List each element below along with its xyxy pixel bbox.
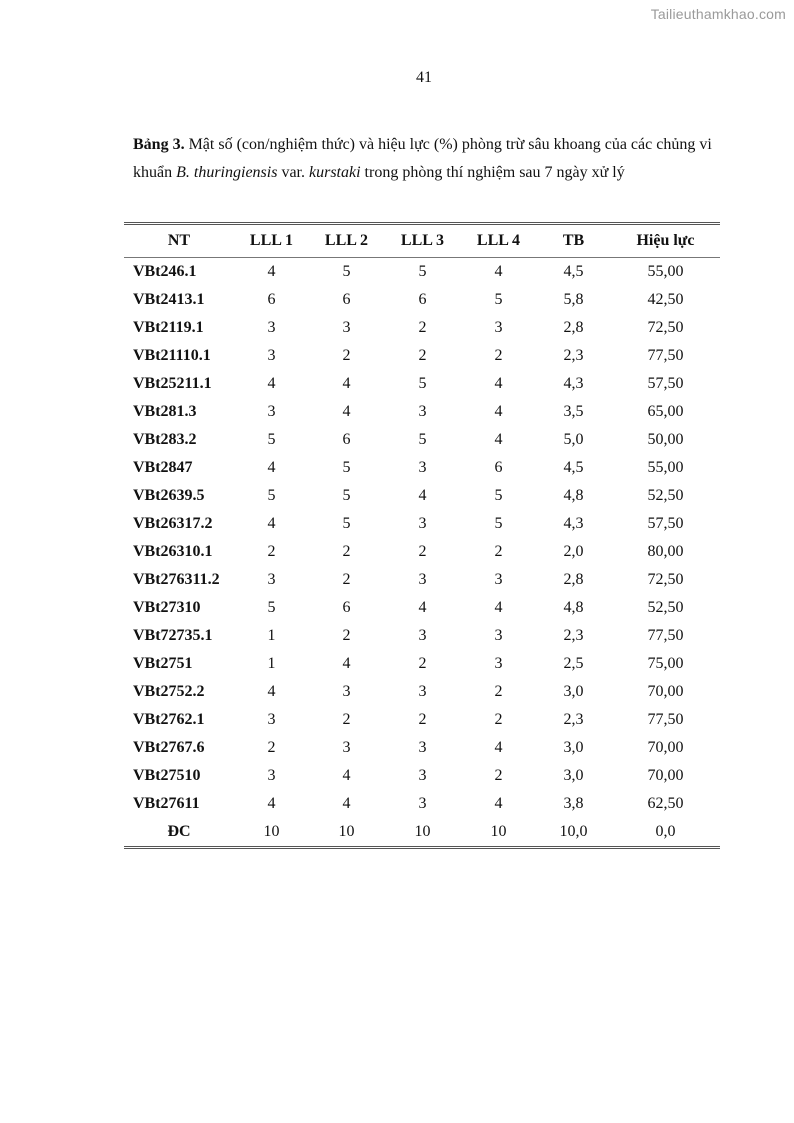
lll-2-cell: 2 [342,711,351,728]
lll-4-cell: 10 [490,823,507,840]
table-row [124,538,720,566]
table-row [124,622,720,650]
caption-label: Bảng 3. [133,136,185,153]
efficacy-cell: 77,50 [647,347,684,364]
strain-name-cell: VBt26310.1 [133,543,213,560]
lll-2-cell: 4 [342,375,351,392]
efficacy-cell: 0,0 [655,823,676,840]
lll-3-cell: 5 [418,263,427,280]
table-row [124,454,720,482]
efficacy-cell: 70,00 [647,683,684,700]
efficacy-cell: 57,50 [647,375,684,392]
efficacy-cell: 52,50 [647,487,684,504]
lll-3-cell: 3 [418,403,427,420]
lll-2-cell: 3 [342,319,351,336]
strain-name-cell: VBt2119.1 [133,319,204,336]
lll-2-cell: 2 [342,347,351,364]
table-row [124,734,720,762]
lll-2-cell: 5 [342,487,351,504]
table-row [124,706,720,734]
lll-4-cell: 2 [494,683,503,700]
lll-3-cell: 5 [418,431,427,448]
strain-name-cell: VBt281.3 [133,403,197,420]
lll-4-cell: 4 [494,431,503,448]
table-row [124,482,720,510]
efficacy-cell: 80,00 [647,543,684,560]
strain-name-cell: VBt2847 [133,459,193,476]
mean-cell: 5,0 [563,431,584,448]
lll-1-cell: 1 [267,655,276,672]
efficacy-cell: 77,50 [647,711,684,728]
lll-1-cell: 4 [267,459,276,476]
mean-cell: 4,5 [563,459,584,476]
lll-2-cell: 4 [342,403,351,420]
lll-4-cell: 6 [494,459,503,476]
lll-2-cell: 5 [342,515,351,532]
lll-2-cell: 3 [342,739,351,756]
table-header-row [124,224,720,258]
efficacy-cell: 70,00 [647,767,684,784]
mean-cell: 3,0 [563,767,584,784]
efficacy-cell: 52,50 [647,599,684,616]
table-row [124,286,720,314]
lll-2-cell: 5 [342,459,351,476]
lll-3-cell: 4 [418,487,427,504]
lll-1-cell: 3 [267,571,276,588]
mean-cell: 2,5 [563,655,584,672]
lll-3-cell: 3 [418,515,427,532]
caption-species: B. thuringiensis [176,163,278,181]
strain-name-cell: VBt26317.2 [133,515,213,532]
lll-1-cell: 3 [267,347,276,364]
mean-cell: 4,3 [563,515,584,532]
strain-name-cell: VBt21110.1 [133,347,211,364]
lll-4-cell: 3 [494,627,503,644]
table-row [124,650,720,678]
lll-1-cell: 4 [267,515,276,532]
lll-1-cell: 4 [267,263,276,280]
header-lll-3: LLL 3 [400,232,445,249]
mean-cell: 3,0 [563,739,584,756]
table-row [124,790,720,818]
lll-2-cell: 10 [338,823,355,840]
lll-1-cell: 3 [267,767,276,784]
lll-1-cell: 4 [267,683,276,700]
lll-3-cell: 3 [418,795,427,812]
efficacy-cell: 72,50 [647,319,684,336]
lll-3-cell: 2 [418,319,427,336]
table-row [124,370,720,398]
strain-name-cell: VBt27510 [133,767,201,784]
caption-text: Mật số (con/nghiệm thức) và hiệu lực (%) phòng trừ sâu khoang của các chủng vi khuẩn [133,136,712,181]
lll-2-cell: 2 [342,543,351,560]
efficacy-cell: 57,50 [647,515,684,532]
mean-cell: 4,8 [563,599,584,616]
lll-1-cell: 3 [267,711,276,728]
header-tb: TB [562,232,585,249]
table-row [124,314,720,342]
table-row [124,426,720,454]
lll-3-cell: 2 [418,711,427,728]
table-row [124,510,720,538]
header-hieu-luc: Hiệu lực [636,232,695,249]
efficacy-cell: 72,50 [647,571,684,588]
lll-3-cell: 3 [418,571,427,588]
lll-4-cell: 4 [494,739,503,756]
efficacy-cell: 50,00 [647,431,684,448]
lll-3-cell: 3 [418,683,427,700]
mean-cell: 10,0 [559,823,588,840]
mean-cell: 2,3 [563,347,584,364]
efficacy-cell: 77,50 [647,627,684,644]
lll-3-cell: 2 [418,543,427,560]
table-row [124,342,720,370]
lll-2-cell: 6 [342,599,351,616]
caption-text: var. [277,163,309,181]
lll-3-cell: 3 [418,767,427,784]
strain-name-cell: VBt72735.1 [133,627,213,644]
lll-4-cell: 4 [494,599,503,616]
lll-3-cell: 5 [418,375,427,392]
lll-1-cell: 5 [267,431,276,448]
lll-1-cell: 5 [267,487,276,504]
lll-1-cell: 1 [267,627,276,644]
table-row [124,678,720,706]
lll-4-cell: 2 [494,767,503,784]
lll-2-cell: 6 [342,431,351,448]
lll-4-cell: 4 [494,263,503,280]
strain-name-cell: VBt2762.1 [133,711,205,728]
header-lll-4: LLL 4 [476,232,521,249]
strain-name-cell: VBt25211.1 [133,375,212,392]
efficacy-cell: 55,00 [647,459,684,476]
header-lll-2: LLL 2 [324,232,369,249]
strain-name-cell: VBt27611 [133,795,200,812]
header-nt: NT [167,232,191,249]
strain-name-cell: VBt276311.2 [133,571,220,588]
lll-4-cell: 2 [494,347,503,364]
lll-1-cell: 6 [267,291,276,308]
table-row [124,594,720,622]
strain-name-cell: VBt2751 [133,655,193,672]
mean-cell: 2,3 [563,627,584,644]
strain-name-cell: VBt2767.6 [133,739,205,756]
strain-name-cell: VBt2639.5 [133,487,205,504]
lll-2-cell: 2 [342,571,351,588]
lll-2-cell: 6 [342,291,351,308]
table-row [124,258,720,287]
efficacy-cell: 55,00 [647,263,684,280]
efficacy-cell: 75,00 [647,655,684,672]
lll-4-cell: 5 [494,487,503,504]
control-row [124,818,720,848]
lll-4-cell: 4 [494,795,503,812]
lll-1-cell: 3 [267,319,276,336]
mean-cell: 2,8 [563,571,584,588]
mean-cell: 3,0 [563,683,584,700]
mean-cell: 2,0 [563,543,584,560]
caption-text: trong phòng thí nghiệm sau 7 ngày xử lý [360,163,625,181]
lll-2-cell: 5 [342,263,351,280]
lll-3-cell: 2 [418,347,427,364]
lll-4-cell: 3 [494,571,503,588]
lll-1-cell: 3 [267,403,276,420]
lll-2-cell: 4 [342,655,351,672]
efficacy-cell: 62,50 [647,795,684,812]
strain-name-cell: VBt27310 [133,599,201,616]
caption-variety: kurstaki [309,163,361,181]
lll-2-cell: 2 [342,627,351,644]
lll-4-cell: 5 [494,291,503,308]
mean-cell: 4,8 [563,487,584,504]
lll-1-cell: 4 [267,375,276,392]
lll-3-cell: 10 [414,823,431,840]
mean-cell: 3,8 [563,795,584,812]
table-body [124,258,720,848]
table-row [124,762,720,790]
mean-cell: 4,3 [563,375,584,392]
lll-2-cell: 3 [342,683,351,700]
strain-name-cell: ĐC [167,823,191,840]
strain-name-cell: VBt2413.1 [133,291,205,308]
efficacy-cell: 42,50 [647,291,684,308]
lll-4-cell: 4 [494,375,503,392]
table-caption [133,131,723,186]
lll-1-cell: 4 [267,795,276,812]
lll-1-cell: 2 [267,543,276,560]
mean-cell: 2,8 [563,319,584,336]
lll-4-cell: 4 [494,403,503,420]
lll-3-cell: 3 [418,739,427,756]
lll-3-cell: 2 [418,655,427,672]
lll-4-cell: 3 [494,319,503,336]
lll-3-cell: 3 [418,459,427,476]
efficacy-cell: 65,00 [647,403,684,420]
efficacy-table [124,222,720,849]
lll-4-cell: 3 [494,655,503,672]
lll-1-cell: 10 [263,823,280,840]
lll-4-cell: 5 [494,515,503,532]
lll-4-cell: 2 [494,711,503,728]
watermark: Tailieuthamkhao.com [650,6,786,22]
lll-3-cell: 6 [418,291,427,308]
table-row [124,398,720,426]
table-row [124,566,720,594]
lll-1-cell: 2 [267,739,276,756]
lll-4-cell: 2 [494,543,503,560]
mean-cell: 5,8 [563,291,584,308]
page-number: 41 [416,69,432,86]
header-lll-1: LLL 1 [249,232,294,249]
strain-name-cell: VBt283.2 [133,431,197,448]
lll-2-cell: 4 [342,795,351,812]
lll-3-cell: 4 [418,599,427,616]
efficacy-cell: 70,00 [647,739,684,756]
strain-name-cell: VBt246.1 [133,263,197,280]
lll-2-cell: 4 [342,767,351,784]
mean-cell: 4,5 [563,263,584,280]
strain-name-cell: VBt2752.2 [133,683,205,700]
mean-cell: 3,5 [563,403,584,420]
mean-cell: 2,3 [563,711,584,728]
lll-3-cell: 3 [418,627,427,644]
lll-1-cell: 5 [267,599,276,616]
